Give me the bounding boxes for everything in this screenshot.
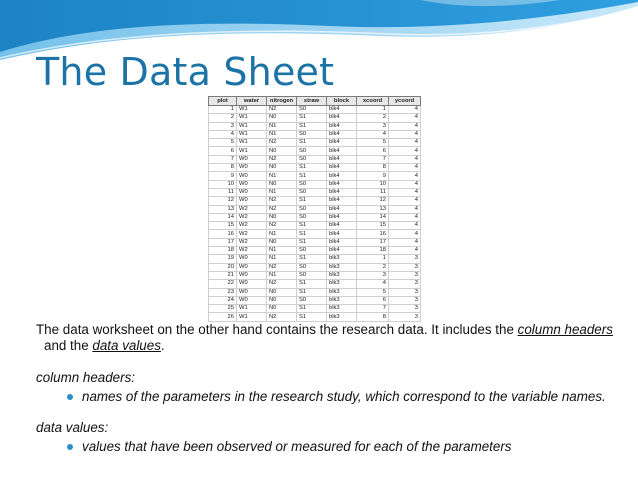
cell-xcoord: 4 [357, 280, 389, 288]
table-row [209, 263, 421, 271]
cell-straw: S0 [297, 147, 327, 155]
table-row [209, 197, 421, 205]
bullet-text: names of the parameters in the research study, which correspond to the variable names. [82, 389, 606, 404]
section-label-data-values [36, 420, 616, 435]
slide-body [36, 322, 616, 454]
cell-block: blk3 [327, 255, 357, 263]
cell-nitrogen: N2 [267, 197, 297, 205]
cell-ycoord: 4 [389, 222, 421, 230]
cell-block: blk4 [327, 205, 357, 213]
cell-nitrogen: N0 [267, 305, 297, 313]
table-row [209, 122, 421, 130]
cell-plot: 6 [209, 147, 237, 155]
cell-xcoord: 1 [357, 106, 389, 114]
table-row [209, 247, 421, 255]
cell-water: W2 [237, 222, 267, 230]
table-row [209, 139, 421, 147]
cell-water: W0 [237, 180, 267, 188]
cell-straw: S0 [297, 271, 327, 279]
bullet-item-column-headers [36, 389, 616, 404]
cell-water: W0 [237, 164, 267, 172]
cell-plot: 1 [209, 106, 237, 114]
cell-xcoord: 17 [357, 238, 389, 246]
cell-water: W1 [237, 313, 267, 321]
cell-xcoord: 7 [357, 155, 389, 163]
cell-block: blk4 [327, 130, 357, 138]
cell-water: W0 [237, 288, 267, 296]
cell-ycoord: 4 [389, 172, 421, 180]
cell-straw: S1 [297, 255, 327, 263]
table-row [209, 296, 421, 304]
cell-block: blk4 [327, 188, 357, 196]
cell-straw: S1 [297, 288, 327, 296]
cell-water: W1 [237, 114, 267, 122]
cell-nitrogen: N2 [267, 222, 297, 230]
cell-block: blk3 [327, 271, 357, 279]
cell-straw: S0 [297, 247, 327, 255]
cell-plot: 26 [209, 313, 237, 321]
cell-xcoord: 2 [357, 263, 389, 271]
cell-nitrogen: N2 [267, 155, 297, 163]
cell-ycoord: 4 [389, 247, 421, 255]
table-row [209, 172, 421, 180]
cell-plot: 2 [209, 114, 237, 122]
cell-ycoord: 4 [389, 213, 421, 221]
cell-straw: S0 [297, 213, 327, 221]
cell-ycoord: 4 [389, 205, 421, 213]
cell-block: blk4 [327, 222, 357, 230]
cell-ycoord: 3 [389, 288, 421, 296]
intro-text-before: The data worksheet on the other hand contains the research data. It includes the [36, 322, 518, 337]
cell-plot: 15 [209, 222, 237, 230]
cell-ycoord: 4 [389, 238, 421, 246]
cell-plot: 3 [209, 122, 237, 130]
cell-xcoord: 14 [357, 213, 389, 221]
cell-water: W2 [237, 205, 267, 213]
table-row [209, 255, 421, 263]
cell-plot: 10 [209, 180, 237, 188]
table-row [209, 222, 421, 230]
cell-water: W1 [237, 106, 267, 114]
cell-xcoord: 7 [357, 305, 389, 313]
cell-ycoord: 3 [389, 263, 421, 271]
cell-water: W0 [237, 155, 267, 163]
cell-water: W0 [237, 271, 267, 279]
term-data-values: data values [92, 338, 161, 353]
table-row [209, 238, 421, 246]
cell-plot: 8 [209, 164, 237, 172]
cell-nitrogen: N1 [267, 230, 297, 238]
cell-block: blk3 [327, 296, 357, 304]
cell-plot: 22 [209, 280, 237, 288]
cell-nitrogen: N0 [267, 296, 297, 304]
bullet-item-data-values [36, 439, 616, 454]
cell-ycoord: 4 [389, 155, 421, 163]
cell-plot: 13 [209, 205, 237, 213]
cell-xcoord: 8 [357, 164, 389, 172]
cell-water: W2 [237, 247, 267, 255]
cell-ycoord: 4 [389, 164, 421, 172]
cell-straw: S1 [297, 122, 327, 130]
cell-straw: S1 [297, 305, 327, 313]
term-column-headers: column headers [517, 322, 613, 337]
cell-plot: 11 [209, 188, 237, 196]
cell-nitrogen: N1 [267, 122, 297, 130]
cell-water: W0 [237, 188, 267, 196]
section-label-column-headers [36, 370, 616, 385]
cell-nitrogen: N0 [267, 147, 297, 155]
bullet-dot-icon [67, 394, 73, 400]
table-row [209, 205, 421, 213]
table-row [209, 130, 421, 138]
cell-plot: 9 [209, 172, 237, 180]
cell-nitrogen: N2 [267, 313, 297, 321]
cell-straw: S0 [297, 296, 327, 304]
cell-straw: S1 [297, 238, 327, 246]
cell-nitrogen: N0 [267, 238, 297, 246]
intro-text-middle: and the [44, 338, 93, 353]
cell-plot: 21 [209, 271, 237, 279]
cell-straw: S1 [297, 139, 327, 147]
cell-block: blk4 [327, 213, 357, 221]
cell-water: W1 [237, 122, 267, 130]
cell-block: blk4 [327, 147, 357, 155]
column-header-water: water [237, 97, 267, 106]
cell-straw: S1 [297, 172, 327, 180]
cell-plot: 7 [209, 155, 237, 163]
cell-ycoord: 4 [389, 139, 421, 147]
cell-nitrogen: N2 [267, 280, 297, 288]
section-label-text: data values [36, 420, 105, 435]
cell-block: blk3 [327, 280, 357, 288]
data-sheet-table [208, 96, 421, 322]
cell-xcoord: 12 [357, 197, 389, 205]
cell-straw: S1 [297, 313, 327, 321]
cell-straw: S1 [297, 114, 327, 122]
cell-straw: S0 [297, 263, 327, 271]
cell-ycoord: 4 [389, 230, 421, 238]
cell-nitrogen: N0 [267, 288, 297, 296]
section-label-text: column headers [36, 370, 132, 385]
cell-ycoord: 4 [389, 188, 421, 196]
cell-plot: 19 [209, 255, 237, 263]
cell-block: blk4 [327, 106, 357, 114]
cell-ycoord: 3 [389, 305, 421, 313]
table-row [209, 164, 421, 172]
cell-block: blk4 [327, 230, 357, 238]
cell-straw: S1 [297, 197, 327, 205]
cell-ycoord: 4 [389, 114, 421, 122]
cell-ycoord: 4 [389, 130, 421, 138]
column-header-nitrogen: nitrogen [267, 97, 297, 106]
cell-straw: S0 [297, 205, 327, 213]
cell-plot: 5 [209, 139, 237, 147]
cell-block: blk4 [327, 122, 357, 130]
cell-block: blk3 [327, 305, 357, 313]
column-header-block: block [327, 97, 357, 106]
cell-water: W1 [237, 139, 267, 147]
cell-nitrogen: N1 [267, 188, 297, 196]
table-row [209, 155, 421, 163]
bullet-text: values that have been observed or measured for each of the parameters [82, 439, 512, 454]
table-row [209, 305, 421, 313]
cell-ycoord: 4 [389, 106, 421, 114]
cell-xcoord: 13 [357, 205, 389, 213]
cell-nitrogen: N1 [267, 172, 297, 180]
cell-block: blk3 [327, 313, 357, 321]
cell-plot: 25 [209, 305, 237, 313]
column-header-plot: plot [209, 97, 237, 106]
cell-xcoord: 5 [357, 288, 389, 296]
cell-nitrogen: N0 [267, 164, 297, 172]
table-row [209, 106, 421, 114]
cell-xcoord: 2 [357, 114, 389, 122]
cell-xcoord: 18 [357, 247, 389, 255]
cell-xcoord: 5 [357, 139, 389, 147]
cell-water: W1 [237, 130, 267, 138]
bullet-dot-icon [67, 444, 73, 450]
cell-ycoord: 4 [389, 197, 421, 205]
cell-nitrogen: N2 [267, 205, 297, 213]
section-label-colon: : [104, 420, 109, 435]
cell-plot: 18 [209, 247, 237, 255]
cell-block: blk4 [327, 155, 357, 163]
table-row [209, 188, 421, 196]
cell-block: blk3 [327, 288, 357, 296]
cell-nitrogen: N1 [267, 255, 297, 263]
cell-xcoord: 6 [357, 296, 389, 304]
column-header-ycoord: ycoord [389, 97, 421, 106]
cell-xcoord: 10 [357, 180, 389, 188]
cell-straw: S0 [297, 180, 327, 188]
table-row [209, 180, 421, 188]
column-header-straw: straw [297, 97, 327, 106]
cell-water: W0 [237, 280, 267, 288]
cell-block: blk3 [327, 263, 357, 271]
cell-xcoord: 8 [357, 313, 389, 321]
cell-block: blk4 [327, 114, 357, 122]
cell-nitrogen: N1 [267, 271, 297, 279]
cell-block: blk4 [327, 247, 357, 255]
table-row [209, 147, 421, 155]
cell-straw: S0 [297, 188, 327, 196]
cell-xcoord: 9 [357, 172, 389, 180]
intro-paragraph [36, 322, 616, 354]
cell-plot: 17 [209, 238, 237, 246]
cell-ycoord: 3 [389, 280, 421, 288]
cell-xcoord: 15 [357, 222, 389, 230]
cell-nitrogen: N2 [267, 106, 297, 114]
cell-water: W2 [237, 238, 267, 246]
cell-nitrogen: N0 [267, 213, 297, 221]
cell-ycoord: 3 [389, 255, 421, 263]
cell-xcoord: 3 [357, 122, 389, 130]
cell-plot: 23 [209, 288, 237, 296]
cell-nitrogen: N1 [267, 247, 297, 255]
cell-water: W0 [237, 172, 267, 180]
cell-straw: S1 [297, 164, 327, 172]
cell-plot: 14 [209, 213, 237, 221]
cell-block: blk4 [327, 180, 357, 188]
table-header-row [209, 97, 421, 106]
intro-text-after: . [160, 338, 165, 353]
cell-nitrogen: N0 [267, 114, 297, 122]
slide-title: The Data Sheet [36, 50, 335, 94]
cell-straw: S1 [297, 280, 327, 288]
table-row [209, 230, 421, 238]
cell-water: W0 [237, 197, 267, 205]
column-header-xcoord: xcoord [357, 97, 389, 106]
cell-xcoord: 1 [357, 255, 389, 263]
cell-ycoord: 4 [389, 122, 421, 130]
cell-water: W1 [237, 305, 267, 313]
cell-block: blk4 [327, 238, 357, 246]
table-row [209, 313, 421, 321]
cell-water: W0 [237, 296, 267, 304]
cell-xcoord: 16 [357, 230, 389, 238]
section-label-colon: : [131, 370, 136, 385]
cell-water: W1 [237, 147, 267, 155]
cell-straw: S0 [297, 155, 327, 163]
cell-water: W2 [237, 230, 267, 238]
cell-water: W0 [237, 263, 267, 271]
spreadsheet-image [208, 96, 421, 322]
cell-nitrogen: N2 [267, 139, 297, 147]
cell-ycoord: 3 [389, 296, 421, 304]
cell-nitrogen: N2 [267, 263, 297, 271]
table-row [209, 213, 421, 221]
cell-plot: 12 [209, 197, 237, 205]
cell-ycoord: 4 [389, 147, 421, 155]
cell-xcoord: 4 [357, 130, 389, 138]
table-row [209, 271, 421, 279]
cell-ycoord: 3 [389, 313, 421, 321]
table-row [209, 114, 421, 122]
cell-water: W2 [237, 213, 267, 221]
cell-nitrogen: N0 [267, 180, 297, 188]
cell-plot: 24 [209, 296, 237, 304]
cell-xcoord: 3 [357, 271, 389, 279]
cell-ycoord: 4 [389, 180, 421, 188]
cell-nitrogen: N1 [267, 130, 297, 138]
cell-straw: S1 [297, 230, 327, 238]
table-row [209, 280, 421, 288]
cell-plot: 16 [209, 230, 237, 238]
cell-xcoord: 6 [357, 147, 389, 155]
cell-xcoord: 11 [357, 188, 389, 196]
cell-block: blk4 [327, 172, 357, 180]
cell-block: blk4 [327, 139, 357, 147]
table-body [209, 106, 421, 322]
cell-water: W0 [237, 255, 267, 263]
cell-block: blk4 [327, 164, 357, 172]
table-row [209, 288, 421, 296]
cell-block: blk4 [327, 197, 357, 205]
cell-ycoord: 3 [389, 271, 421, 279]
cell-straw: S1 [297, 222, 327, 230]
cell-straw: S0 [297, 106, 327, 114]
cell-straw: S0 [297, 130, 327, 138]
cell-plot: 4 [209, 130, 237, 138]
cell-plot: 20 [209, 263, 237, 271]
